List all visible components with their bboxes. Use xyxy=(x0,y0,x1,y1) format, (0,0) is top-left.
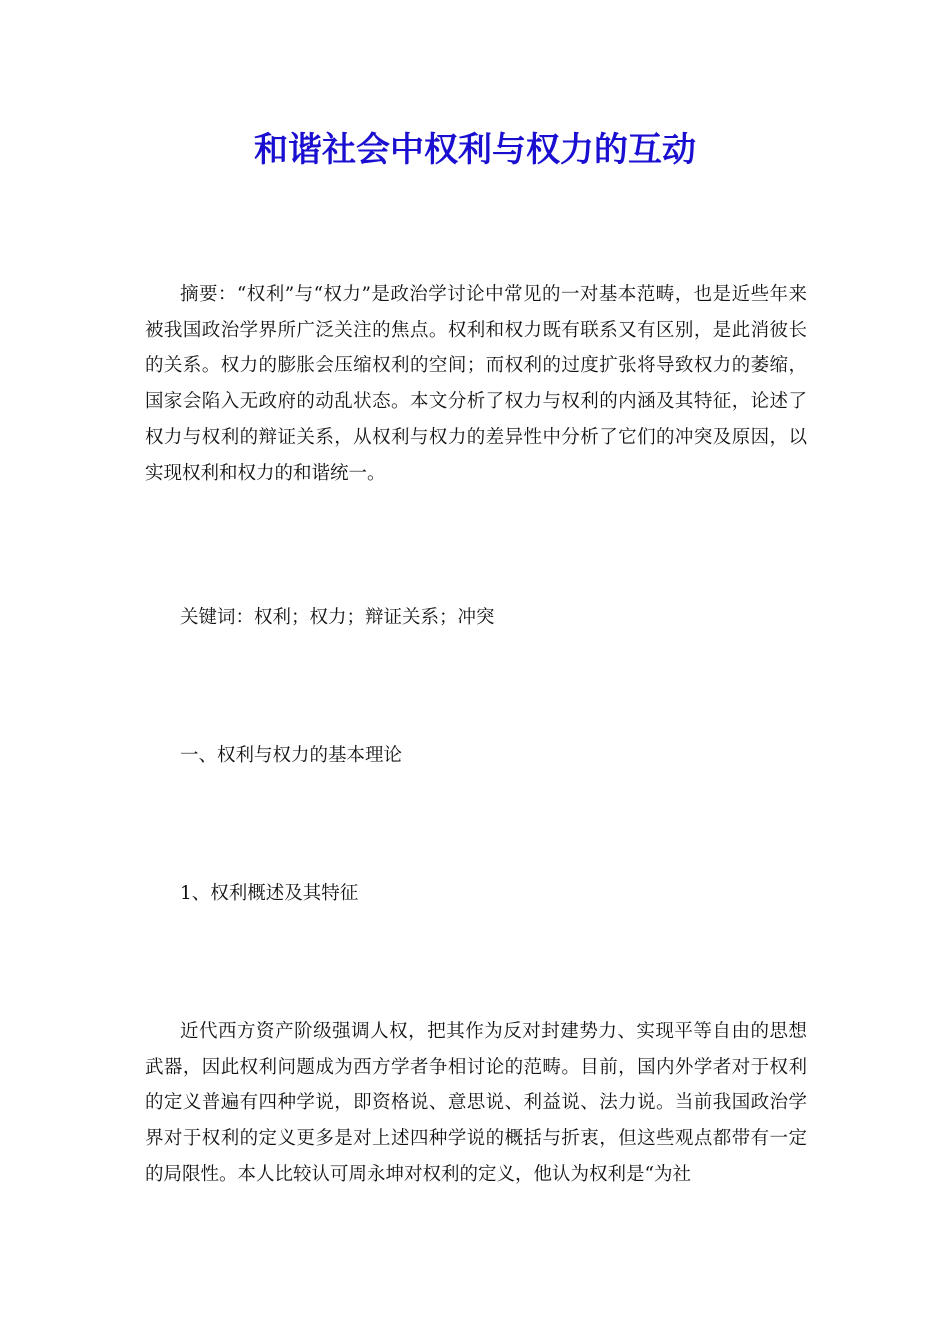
section-heading: 一、权利与权力的基本理论 xyxy=(180,745,403,766)
abstract-paragraph: 摘要：“权利”与“权力”是政治学讨论中常见的一对基本范畴，也是近些年来被我国政治学界所广泛关注的焦点。权利和权力既有联系又有区别，是此消彼长的关系。权力的膨胀会压缩权利的空间；而权利的过度扩张将导致权力的萎缩，国家会陷入无政府的动乱状态。本文分析了权力与权利的内涵及其特征，论述了权力与权利的辩证关系，从权利与权力的差异性中分析了它们的冲突及原因，以实现权利和权力的和谐统一。 xyxy=(145,284,807,484)
body-paragraph: 近代西方资产阶级强调人权，把其作为反对封建势力、实现平等自由的思想武器，因此权利问题成为西方学者争相讨论的范畴。目前，国内外学者对于权利的定义普遍有四种学说，即资格说、意思说、利益说、法力说。当前我国政治学界对于权利的定义更多是对上述四种学说的概括与折衷，但这些观点都带有一定的局限性。本人比较认可周永坤对权利的定义，他认为权利是“为社 xyxy=(145,1021,807,1185)
document-title: 和谐社会中权利与权力的互动 xyxy=(254,130,696,170)
subsection-heading: 1、权利概述及其特征 xyxy=(180,883,359,904)
keywords-line: 关键词：权利；权力；辩证关系；冲突 xyxy=(180,607,495,628)
